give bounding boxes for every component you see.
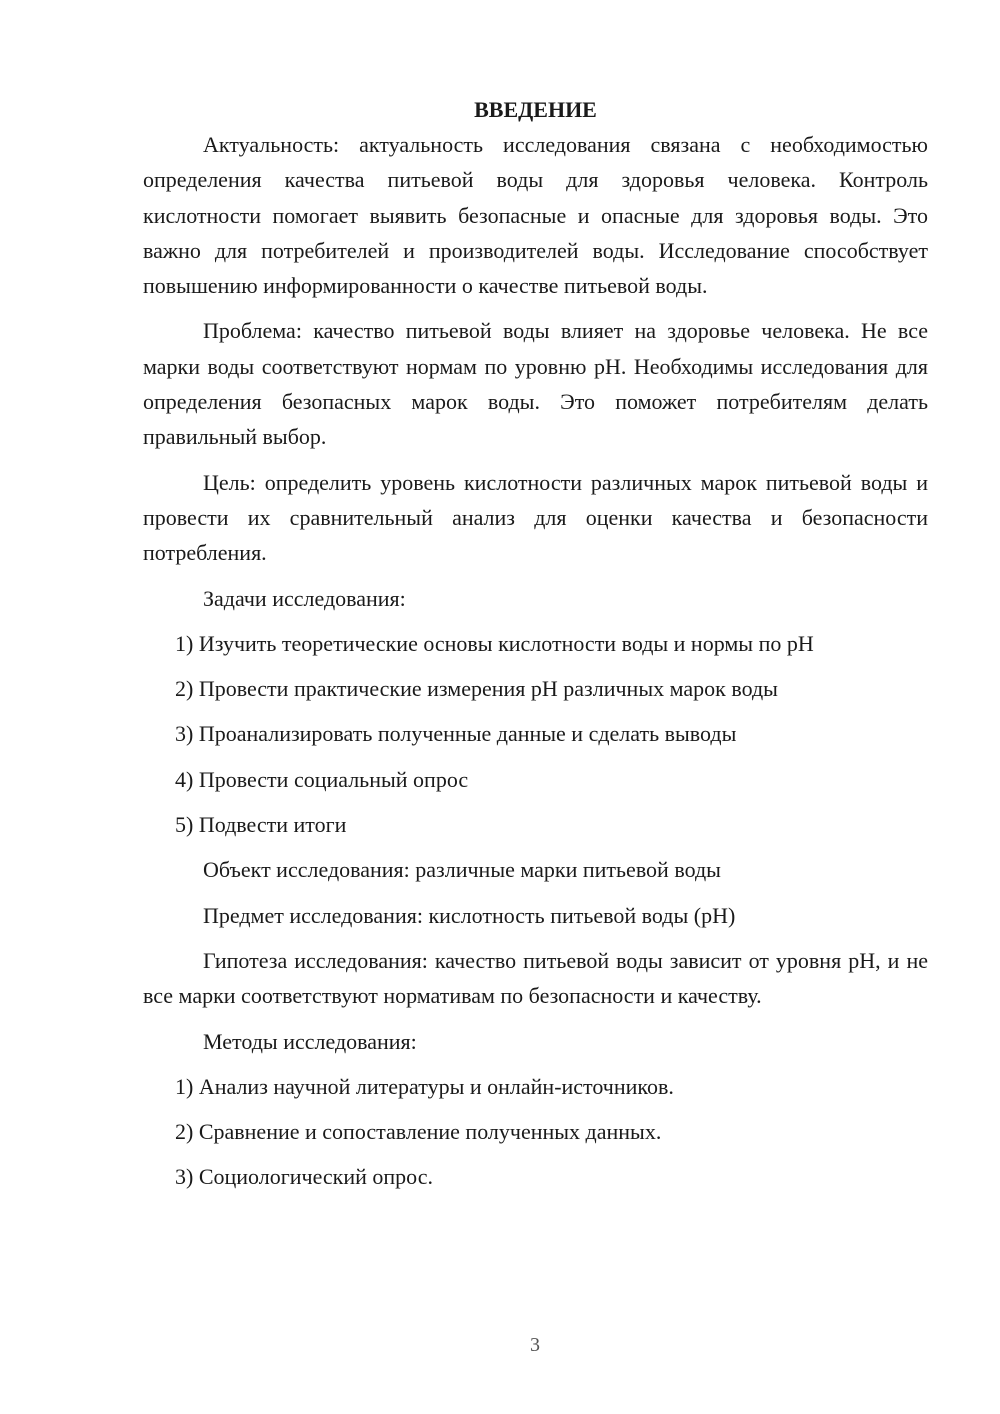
task-item-2: 2) Провести практические измерения pH различных марок воды (175, 676, 778, 702)
subject-line: Предмет исследования: кислотность питьевой воды (pH) (203, 902, 736, 928)
methods-heading: Методы исследования: (203, 1028, 417, 1054)
goal-paragraph: Цель: определить уровень кислотности различных марок питьевой воды и провести их сравнительный анализ для оценки качества и безопасности потребления. (143, 469, 928, 566)
document-page (143, 92, 928, 1195)
problem-paragraph: Проблема: качество питьевой воды влияет на здоровье человека. Не все марки воды соответствуют нормам по уровню pH. Необходимы исследования для определения безопасных марок воды. Это поможет потребителям делать правильный выбор. (143, 318, 928, 450)
section-title: ВВЕДЕНИЕ (474, 97, 597, 122)
method-item-1: 1) Анализ научной литературы и онлайн-источников. (175, 1073, 674, 1099)
method-item-2: 2) Сравнение и сопоставление полученных данных. (175, 1119, 662, 1145)
object-line: Объект исследования: различные марки питьевой воды (203, 857, 721, 883)
page-number: 3 (530, 1334, 540, 1356)
relevance-paragraph: Актуальность: актуальность исследования связана с необходимостью определения качества питьевой воды для здоровья человека. Контроль кислотности помогает выявить безопасные и опасные для здоровья воды. Это важно для потребителей и производителей воды. Исследование способствует повышению информированности о качестве питьевой воды. (143, 132, 928, 299)
task-item-5: 5) Подвести итоги (175, 812, 347, 838)
task-item-4: 4) Провести социальный опрос (175, 766, 469, 792)
task-item-3: 3) Проанализировать полученные данные и сделать выводы (175, 721, 737, 747)
task-item-1: 1) Изучить теоретические основы кислотности воды и нормы по pH (175, 630, 814, 656)
hypothesis-paragraph: Гипотеза исследования: качество питьевой воды зависит от уровня pH, и не все марки соответствуют нормативам по безопасности и качеству. (143, 947, 928, 1009)
method-item-3: 3) Социологический опрос. (175, 1164, 433, 1190)
tasks-heading: Задачи исследования: (203, 585, 406, 611)
